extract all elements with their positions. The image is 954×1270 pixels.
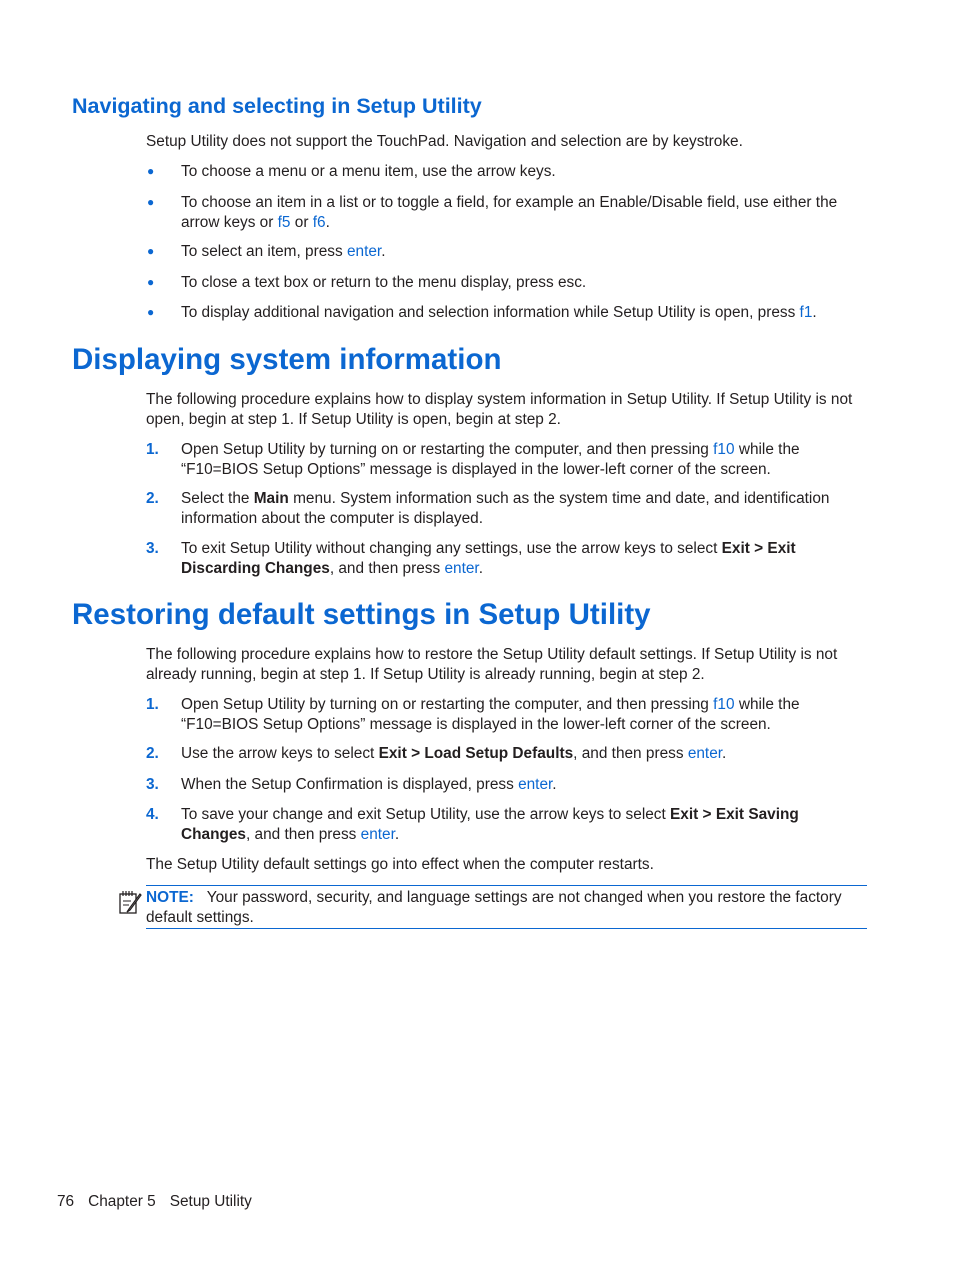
- restore-intro: The following procedure explains how to restore the Setup Utility default settings. If Setup Utility is not already running, begin at step 1. If Setup Utility is already running, begin at step 2.: [146, 646, 838, 683]
- key-enter: enter: [360, 825, 395, 843]
- step-number: 2.: [146, 745, 159, 762]
- step-text: When the Setup Confirmation is displayed, press enter.: [181, 776, 557, 793]
- list-item: [146, 273, 871, 293]
- list-item: [146, 539, 871, 578]
- step-text: Open Setup Utility by turning on or restarting the computer, and then pressing f10 while the “F10=BIOS Setup Options” message is displayed in the lower-left corner of the screen.: [181, 441, 800, 478]
- step-number: 3.: [146, 776, 159, 793]
- list-item-text: To choose a menu or a menu item, use the arrow keys.: [181, 163, 556, 180]
- bullet-icon: ●: [147, 244, 155, 258]
- list-item: [146, 744, 871, 764]
- list-item: [146, 162, 871, 182]
- bullet-icon: ●: [147, 305, 155, 319]
- key-enter: enter: [518, 776, 553, 793]
- step-text: Select the Main menu. System information such as the system time and date, and identification information about the computer is displayed.: [181, 490, 830, 527]
- key-enter: enter: [444, 559, 479, 577]
- display-intro: The following procedure explains how to display system information in Setup Utility. If Setup Utility is not open, begin at step 1. If Setup Utility is open, begin at step 2.: [146, 391, 853, 428]
- key-f10: f10: [713, 441, 735, 458]
- menu-path: Exit > Exit Discarding Changes: [181, 540, 796, 577]
- bullet-icon: ●: [147, 164, 155, 178]
- bullet-icon: ●: [147, 275, 155, 289]
- key-f1: f1: [799, 304, 813, 321]
- step-number: 2.: [146, 490, 159, 507]
- note-content: [146, 885, 867, 929]
- key-enter: enter: [346, 243, 382, 260]
- step-text: To exit Setup Utility without changing any settings, use the arrow keys to select Exit > Exit Discarding Changes, and then press enter.: [181, 540, 796, 577]
- step-number: 3.: [146, 540, 159, 557]
- step-text: Use the arrow keys to select Exit > Load Setup Defaults, and then press enter.: [181, 745, 727, 762]
- key-enter: enter: [687, 745, 723, 762]
- list-item-text: To select an item, press enter.: [181, 243, 386, 260]
- step-number: 1.: [146, 696, 159, 713]
- note-pencil-icon: [117, 889, 143, 915]
- list-item-text: To close a text box or return to the menu display, press esc.: [181, 274, 587, 291]
- note-text: Your password, security, and language settings are not changed when you restore the factory default settings.: [146, 889, 842, 926]
- list-item: [146, 242, 871, 262]
- heading-restoring: Restoring default settings in Setup Utility: [72, 598, 651, 631]
- list-item: [146, 805, 871, 844]
- list-item: [146, 440, 871, 479]
- menu-path: Exit > Load Setup Defaults: [378, 745, 574, 762]
- menu-path: Exit > Exit Saving Changes: [181, 806, 799, 843]
- chapter-title: Setup Utility: [169, 1193, 252, 1210]
- list-item-text: To choose an item in a list or to toggle a field, for example an Enable/Disable field, use either the arrow keys or f5 or f6.: [181, 194, 838, 231]
- key-f10: f10: [713, 696, 735, 713]
- key-f6: f6: [312, 213, 326, 231]
- list-item-text: To display additional navigation and selection information while Setup Utility is open, press f1.: [181, 304, 817, 321]
- chapter-label: Chapter 5: [88, 1193, 156, 1210]
- note-label: NOTE:: [146, 889, 194, 906]
- restore-closing: The Setup Utility default settings go into effect when the computer restarts.: [146, 856, 654, 873]
- heading-navigating: Navigating and selecting in Setup Utility: [72, 94, 482, 118]
- nav-intro: Setup Utility does not support the TouchPad. Navigation and selection are by keystroke.: [146, 133, 743, 150]
- list-item: [146, 193, 871, 232]
- list-item: [146, 489, 871, 528]
- page-number: 76: [57, 1193, 75, 1210]
- heading-displaying: Displaying system information: [72, 343, 502, 376]
- step-number: 4.: [146, 806, 159, 823]
- step-text: Open Setup Utility by turning on or restarting the computer, and then pressing f10 while the “F10=BIOS Setup Options” message is displayed in the lower-left corner of the screen.: [181, 696, 800, 733]
- note-block: [117, 885, 867, 929]
- list-item: [146, 695, 871, 734]
- bullet-icon: ●: [147, 195, 155, 209]
- page-footer: [57, 1192, 266, 1212]
- list-item: [146, 775, 871, 795]
- list-item: [146, 303, 871, 323]
- step-number: 1.: [146, 441, 159, 458]
- key-f5: f5: [277, 213, 291, 231]
- menu-name: Main: [253, 490, 289, 507]
- step-text: To save your change and exit Setup Utility, use the arrow keys to select Exit > Exit Saving Changes, and then press enter.: [181, 806, 799, 843]
